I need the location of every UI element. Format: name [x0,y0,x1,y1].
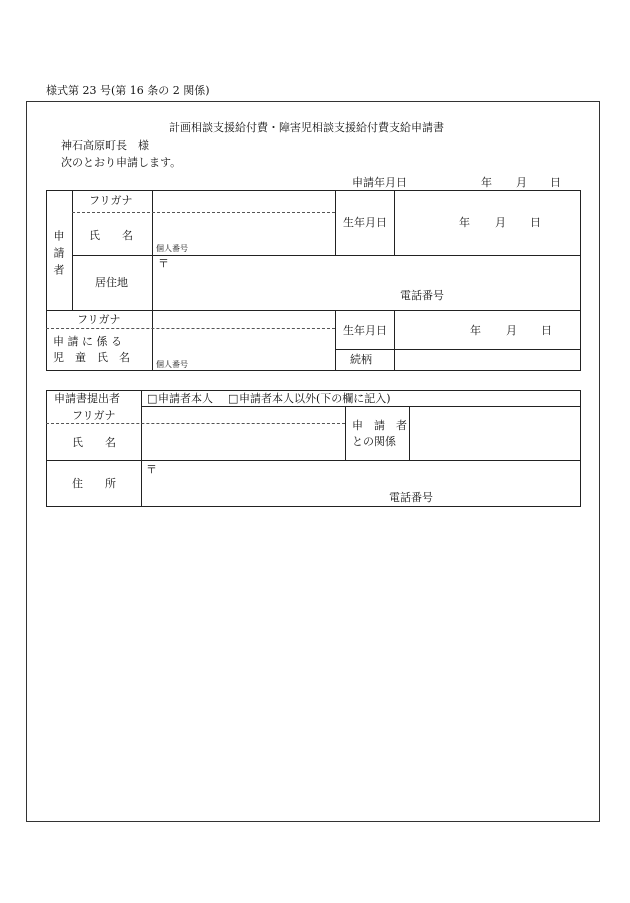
submitter-furigana-label: フリガナ [72,409,116,422]
applicant-birth-year[interactable]: 年 [459,216,470,229]
applicant-address-field[interactable] [172,258,572,284]
application-date-month[interactable]: 月 [516,176,527,189]
applicant-name-label: 氏 名 [89,229,133,242]
submitter-self-option: 申請者本人 [158,392,213,405]
submitter-furigana-field[interactable] [145,409,341,421]
child-name-field[interactable] [155,332,333,356]
submitter-relation-label-line1: 申 請 者 [352,419,407,432]
submitter-other-checkbox[interactable]: □ [228,392,239,405]
applicant-address-label: 居住地 [95,276,128,289]
submitter-other-option: 申請者本人以外(下の欄に記入) [239,392,391,405]
applicant-id-label: 個人番号 [156,244,188,253]
form-frame [26,101,600,822]
child-relation-field[interactable] [398,352,578,368]
applicant-furigana-label: フリガナ [89,194,133,207]
application-date-label: 申請年月日 [352,176,407,189]
intro-text: 次のとおり申請します。 [61,156,182,169]
applicant-birth-day[interactable]: 日 [530,216,541,229]
applicant-birth-month[interactable]: 月 [495,216,506,229]
child-birth-day[interactable]: 日 [541,324,552,337]
applicant-name-field[interactable] [155,216,333,242]
applicant-group-label: 申請者 [52,230,65,281]
application-date-day[interactable]: 日 [550,176,561,189]
child-id-label: 個人番号 [156,360,188,369]
submitter-address-label: 住 所 [72,477,116,490]
submitter-name-field[interactable] [145,427,341,457]
child-birth-year[interactable]: 年 [470,324,481,337]
submitter-self-checkbox[interactable]: □ [147,392,158,405]
child-name-label-line1: 申 請 に 係 る [53,335,122,348]
applicant-postal-mark: 〒 [158,257,169,270]
applicant-furigana-field[interactable] [155,195,333,209]
child-furigana-field[interactable] [155,313,333,326]
submitter-postal-mark: 〒 [146,463,157,476]
form-title: 計画相談支援給付費・障害児相談支援給付費支給申請書 [169,121,444,134]
child-relation-label: 続柄 [350,353,372,366]
submitter-relation-label-line2: との関係 [352,435,396,448]
submitter-name-label: 氏 名 [72,436,116,449]
child-birth-month[interactable]: 月 [506,324,517,337]
applicant-phone-label: 電話番号 [400,289,444,302]
child-birth-label: 生年月日 [343,324,387,337]
form-number: 様式第 23 号(第 16 条の 2 関係) [46,84,210,97]
child-name-label-line2: 児 童 氏 名 [53,351,130,364]
application-date-year[interactable]: 年 [481,176,492,189]
submitter-label: 申請書提出者 [54,392,120,405]
submitter-relation-field[interactable] [412,410,577,457]
submitter-phone-label: 電話番号 [389,491,433,504]
child-furigana-label: フリガナ [77,313,121,326]
submitter-address-field[interactable] [160,464,575,488]
applicant-birth-label: 生年月日 [343,216,387,229]
addressee: 神石高原町長 様 [61,139,149,152]
